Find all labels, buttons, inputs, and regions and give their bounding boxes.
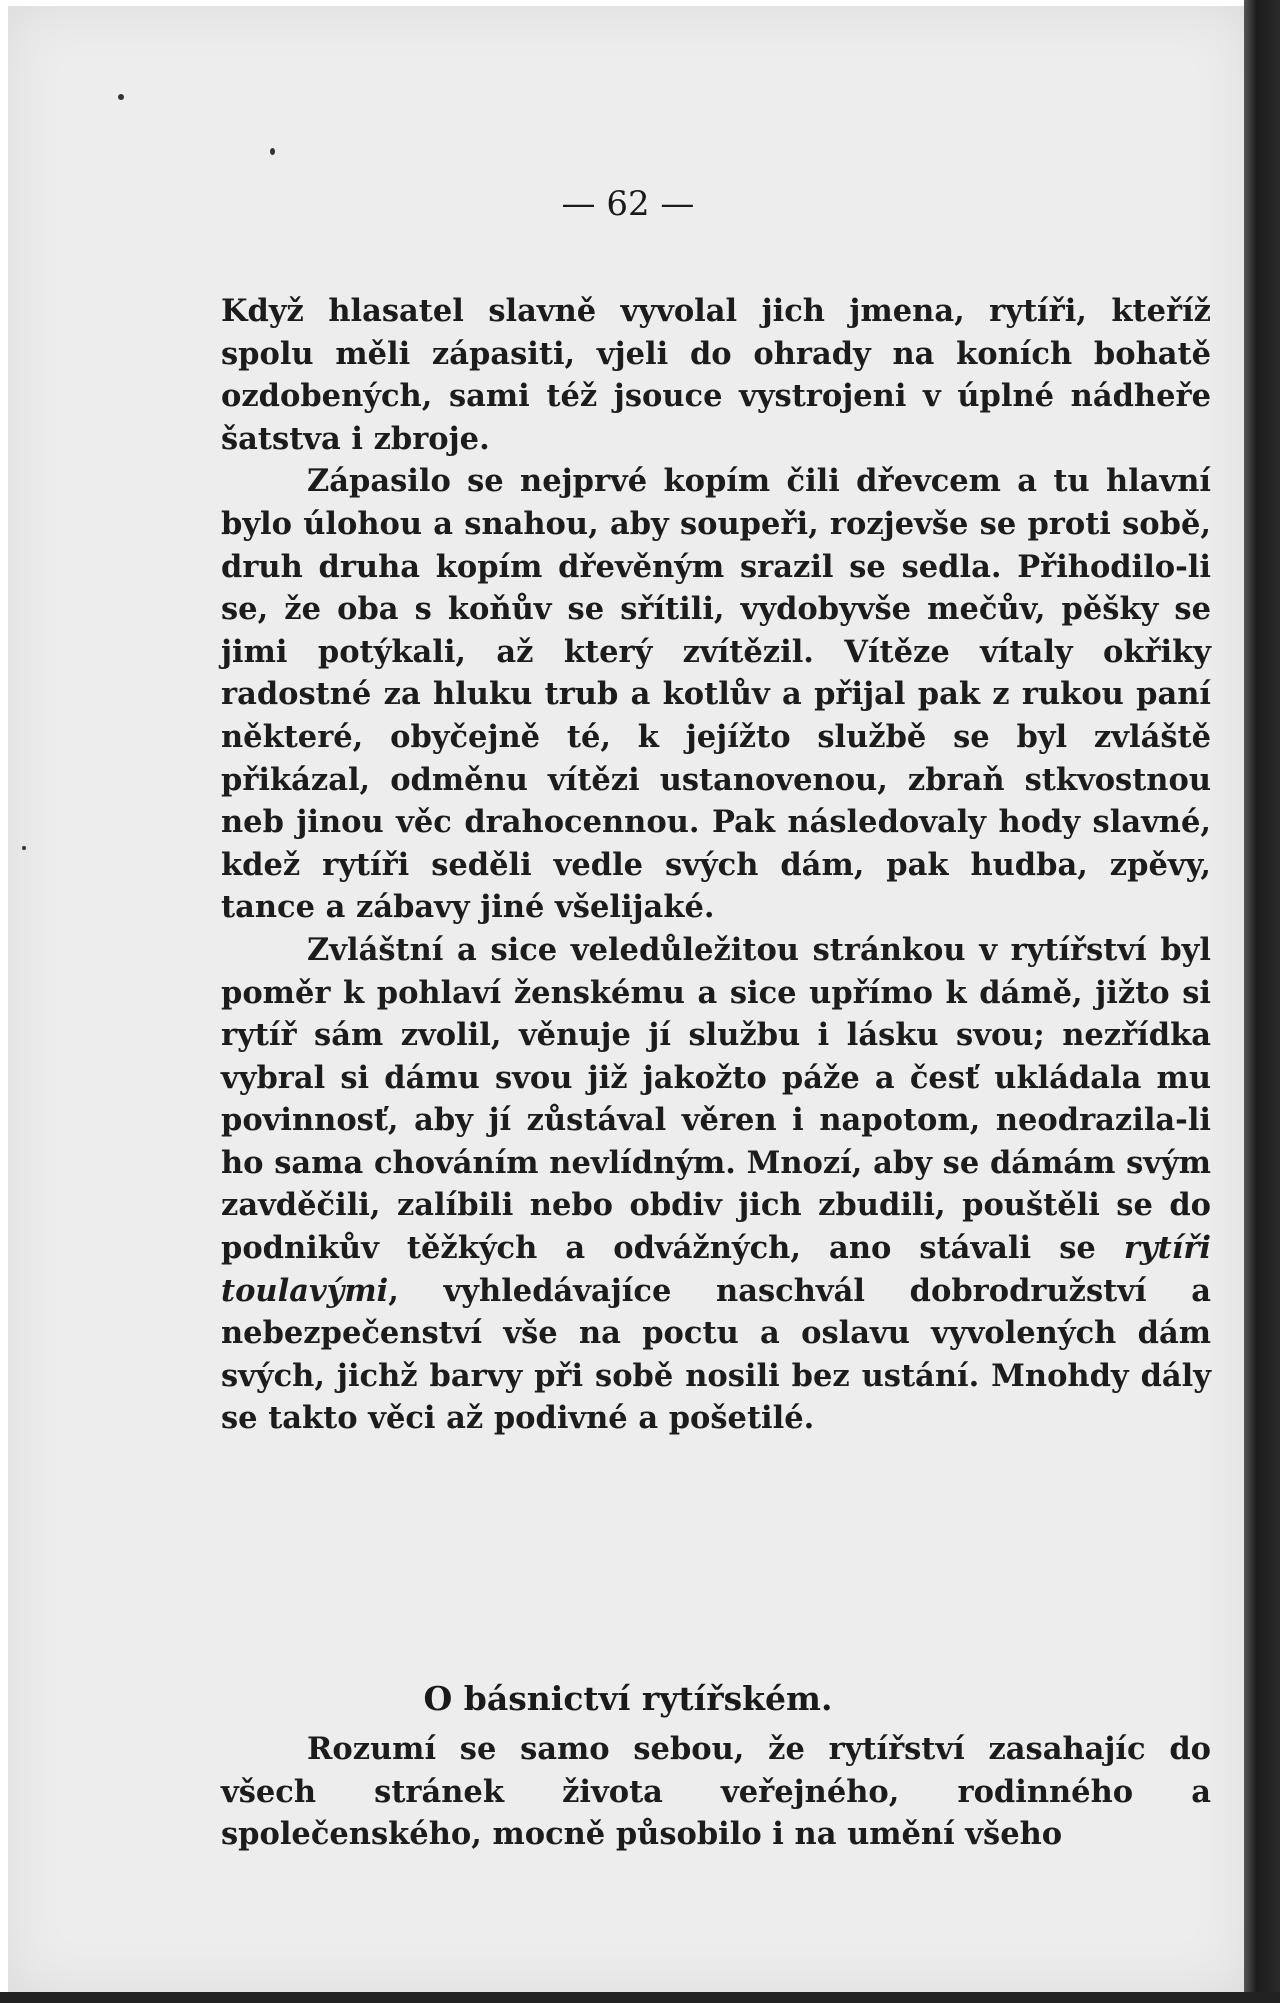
italic-term: rytíři toulavými — [221, 1230, 1211, 1309]
paragraph-4: Rozumí se samo sebou, že rytířství zasahajíc do všech stránek života veřejného, rodinného a společenského, mocně působilo i na umění všeho — [221, 1731, 1211, 1853]
section-heading: O básnictví rytířském. — [423, 1679, 833, 1718]
page-number: — 62 — — [561, 184, 695, 224]
paragraph-3-tail: , vyhledávajíce naschvál dobrodružství a nebezpečenství vše na poctu a oslavu vyvolených dám svých, jichž barvy při sobě nosili bez ustání. Mnohdy dály se takto věci až podivné a pošetilé. — [221, 1272, 1211, 1437]
paragraph-1: Když hlasatel slavně vyvolal jich jmena, rytíři, kteříž spolu měli zápasiti, vjeli do ohrady na koních bohatě ozdobených, sami též jsouce vystrojeni v úplné nádheře šatstva i zbroje. — [221, 293, 1211, 457]
book-page — [8, 6, 1248, 1993]
paper-speck — [270, 148, 275, 155]
paper-speck — [22, 846, 26, 850]
paragraph-3 — [221, 929, 1211, 1440]
paragraph-3-lead: Zvláštní a sice veledůležitou stránkou v rytířství byl poměr k pohlaví ženskému a sice upřímo k dámě, jižto si rytíř sám zvolil, věnuje jí službu i lásku svou; nezřídka vybral si dámu svou již jakožto páže a česť ukládala mu povinnosť, aby jí zůstával věren i napotom, neodrazila-li ho sama chováním nevlídným. Mnozí, aby se dámám svým zavděčili, zalíbili nebo obdiv jich zbudili, pouštěli se do podnikův těžkých a odvážných, ano stávali se — [221, 931, 1211, 1267]
main-text — [221, 290, 1211, 1440]
section-2-text — [221, 1728, 1211, 1856]
paper-speck — [118, 94, 124, 100]
paragraph-2: Zápasilo se nejprvé kopím čili dřevcem a tu hlavní bylo úlohou a snahou, aby soupeři, rozjevše se proti sobě, druh druha kopím dřevěným srazil se sedla. Přihodilo-li se, že oba s koňův se sřítili, vydobyvše mečův, pěšky se jimi potýkali, až který zvítězil. Vítěze vítaly okřiky radostné za hluku trub a kotlův a přijal pak z rukou paní některé, obyčejně té, k jejížto službě se byl zvláště přikázal, odměnu vítězi ustanovenou, zbraň stkvostnou neb jinou věc drahocennou. Pak následovaly hody slavné, kdež rytíři seděli vedle svých dám, pak hudba, zpěvy, tance a zábavy jiné všelijaké. — [221, 463, 1211, 926]
page-edge-shadow — [1244, 0, 1280, 2003]
page-bottom-shadow — [0, 1992, 1280, 2003]
